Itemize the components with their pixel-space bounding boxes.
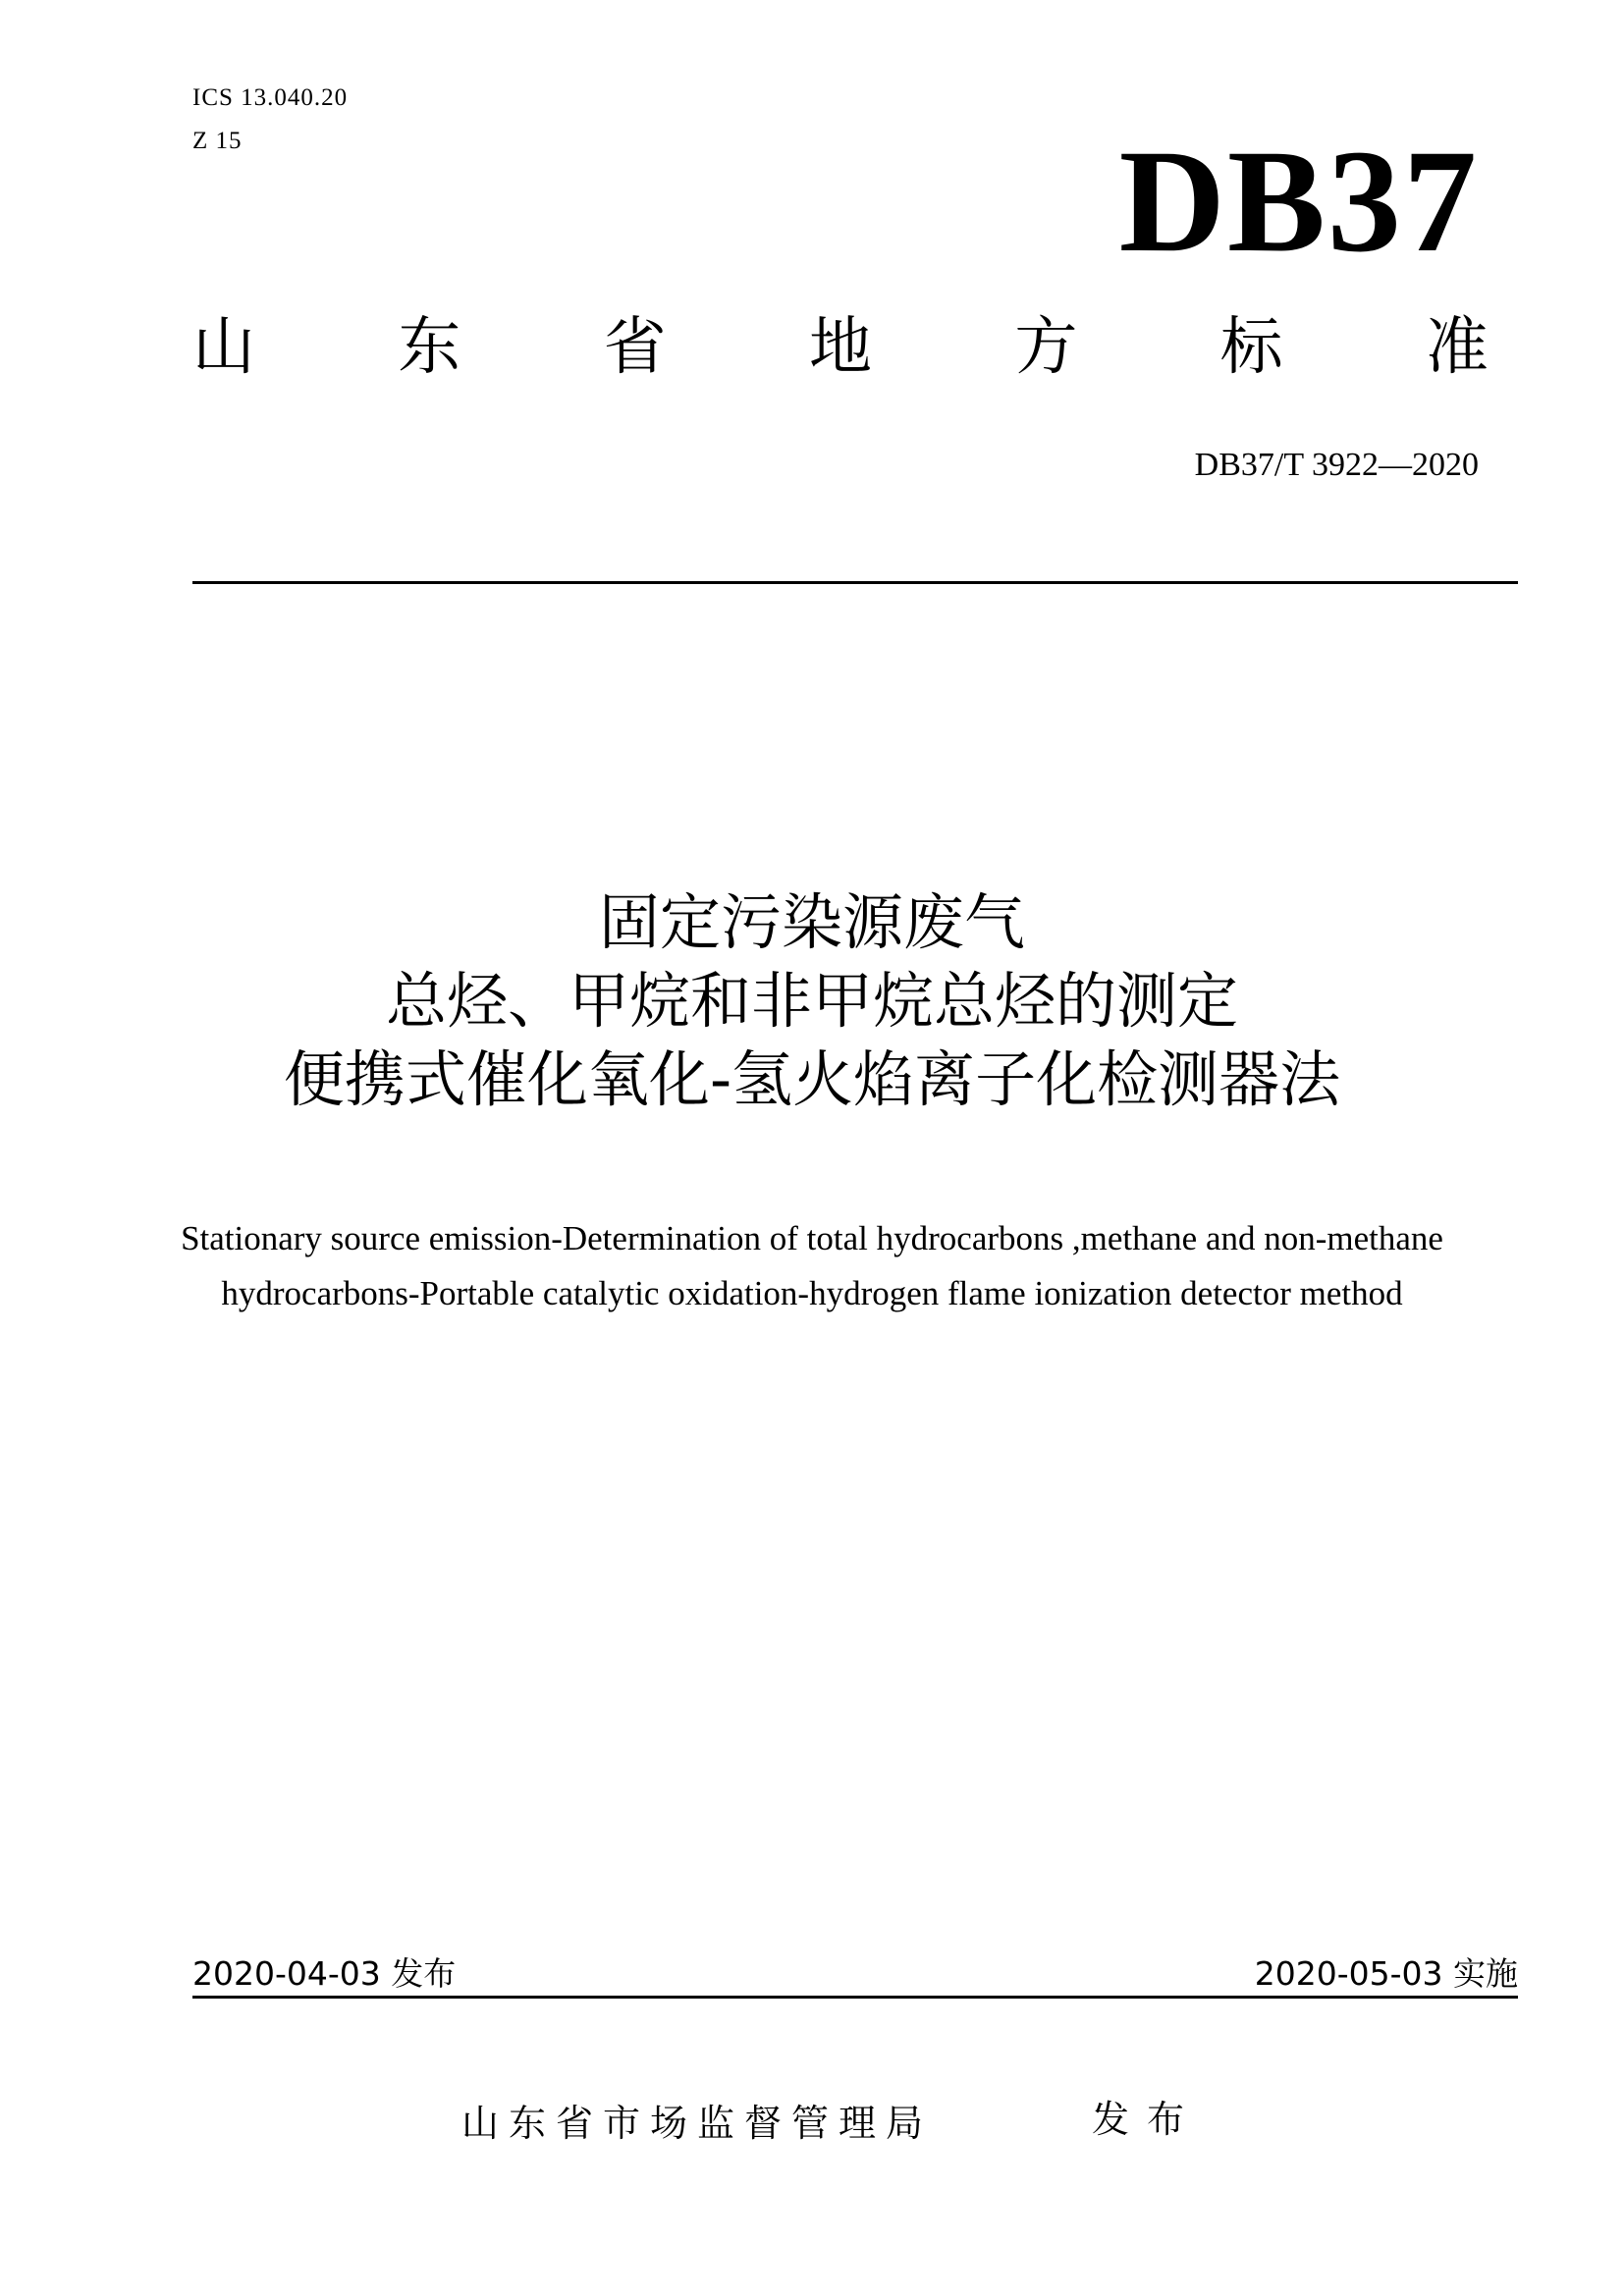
standard-category-char: 标 (1219, 311, 1283, 384)
issue-label: 发布 (1092, 2098, 1203, 2141)
implement-date: 2020-05-03 实施 (1254, 1954, 1518, 1993)
chinese-title-line: 固定污染源废气 (598, 886, 1025, 958)
standard-category-char: 山 (192, 311, 255, 384)
standard-number: DB37/T 3922—2020 (1194, 447, 1479, 483)
standard-category-char: 准 (1425, 311, 1489, 384)
standard-category-char: 地 (808, 311, 872, 384)
standard-category-char: 省 (603, 311, 667, 384)
chinese-title-line: 便携式催化氧化-氢火焰离子化检测器法 (283, 1043, 1341, 1115)
header-divider (192, 581, 1518, 584)
chinese-title (0, 883, 1624, 1119)
footer-divider (192, 1996, 1518, 1999)
ccs-code: Z 15 (192, 128, 243, 154)
issuing-authority: 山东省市场监督管理局 (461, 2102, 934, 2145)
ics-code: ICS 13.040.20 (192, 84, 349, 111)
standard-category-char: 东 (398, 311, 461, 384)
chinese-title-line: 总烃、甲烷和非甲烷总烃的测定 (385, 965, 1238, 1037)
publish-date: 2020-04-03 发布 (192, 1954, 457, 1993)
standard-code-logo: DB37 (1118, 120, 1479, 283)
english-title: Stationary source emission-Determination of total hydrocarbons ,methane and non-methane hydrocarbons-Portable catalytic oxidation-hydrogen flame ionization detector method (181, 1219, 1443, 1312)
standard-category-char: 方 (1014, 311, 1078, 384)
standard-category-title (192, 311, 1489, 384)
